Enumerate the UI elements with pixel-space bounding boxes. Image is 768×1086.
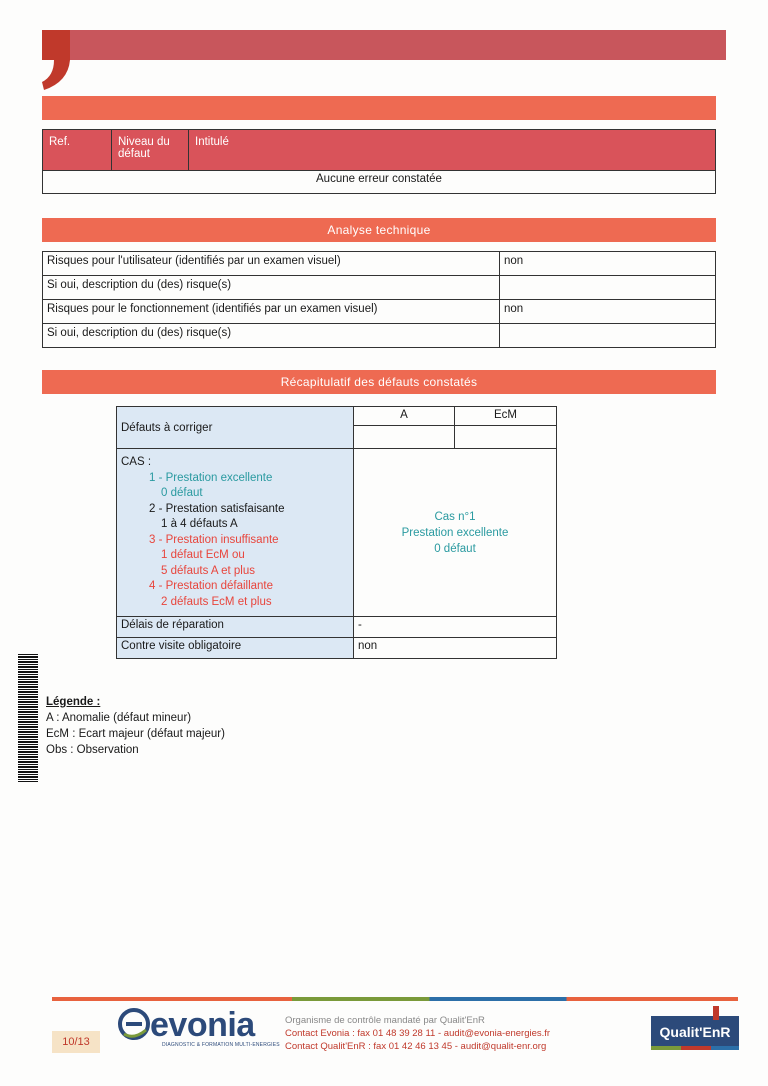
analysis-value [500,276,716,300]
footer-line-3: Contact Qualit'EnR : fax 01 42 46 13 45 - audit@qualit-enr.org [285,1041,547,1052]
evonia-logo-text: evonia [150,1006,255,1044]
table-row [43,276,716,300]
delais-label: Délais de réparation [117,617,354,638]
legend-title: Légende : [46,696,101,708]
case-3-detail: 5 défauts A et plus [161,564,255,577]
defauts-label: Défauts à corriger [117,407,354,449]
col-a-value [354,426,455,449]
delais-value: - [354,617,557,638]
legend-item: EcM : Ecart majeur (défaut majeur) [46,728,225,740]
col-ecm-header: EcM [455,407,557,426]
table-row [43,324,716,348]
case-1-detail: 0 défaut [161,487,203,499]
analysis-label: Risques pour le fonctionnement (identifiés par un examen visuel) [43,300,500,324]
analysis-section-title: Analyse technique [42,218,716,242]
evonia-tagline: DIAGNOSTIC & FORMATION MULTI-ENERGIES [162,1042,280,1048]
summary-table [116,406,557,659]
analysis-label: Si oui, description du (des) risque(s) [43,324,500,348]
analysis-label: Si oui, description du (des) risque(s) [43,276,500,300]
barcode-icon [18,654,38,782]
result-case: Cas n°1 [434,510,476,523]
result-label: Prestation excellente [401,526,509,539]
analysis-label: Risques pour l'utilisateur (identifiés par un examen visuel) [43,252,500,276]
footer-line-1: Organisme de contrôle mandaté par Qualit'EnR [285,1015,485,1026]
table-row [43,252,716,276]
col-a-header: A [354,407,455,426]
analysis-table [42,251,716,348]
col-ref: Ref. [43,130,112,171]
summary-section-title: Récapitulatif des défauts constatés [42,370,716,394]
legend [46,694,225,758]
page-number: 10/13 [52,1031,100,1053]
footer-line-2: Contact Evonia : fax 01 48 39 28 11 - audit@evonia-energies.fr [285,1028,551,1039]
case-3: 3 - Prestation insuffisante [149,533,279,546]
defects-section-title [42,96,716,120]
defects-table [42,129,716,194]
result-count: 0 défaut [434,542,476,555]
cas-label: CAS : [121,456,152,468]
cas-cell [117,449,354,617]
header-band [44,30,726,60]
case-2-detail: 1 à 4 défauts A [161,518,238,530]
analysis-value [500,324,716,348]
col-niveau: Niveau du défaut [112,130,189,171]
qualit-enr-logo [651,1006,739,1050]
analysis-value: non [500,300,716,324]
legend-item: A : Anomalie (défaut mineur) [46,712,192,724]
case-1: 1 - Prestation excellente [149,471,273,484]
col-intitule: Intitulé [189,130,716,171]
case-4-detail: 2 défauts EcM et plus [161,595,272,608]
brand-mark-icon [40,30,72,92]
legend-item: Obs : Observation [46,744,139,756]
footer-divider [52,997,738,1001]
case-2: 2 - Prestation satisfaisante [149,502,285,515]
table-row [43,300,716,324]
analysis-value: non [500,252,716,276]
col-ecm-value [455,426,557,449]
footer-info [285,1014,550,1053]
case-4: 4 - Prestation défaillante [149,580,274,592]
no-error-row: Aucune erreur constatée [43,171,716,194]
contre-visite-label: Contre visite obligatoire [117,638,354,659]
qualit-enr-logo-text: Qualit'EnR [659,1024,731,1040]
result-cell [354,449,557,617]
contre-visite-value: non [354,638,557,659]
evonia-logo-icon [118,1008,150,1040]
case-3-detail: 1 défaut EcM ou [161,549,245,561]
